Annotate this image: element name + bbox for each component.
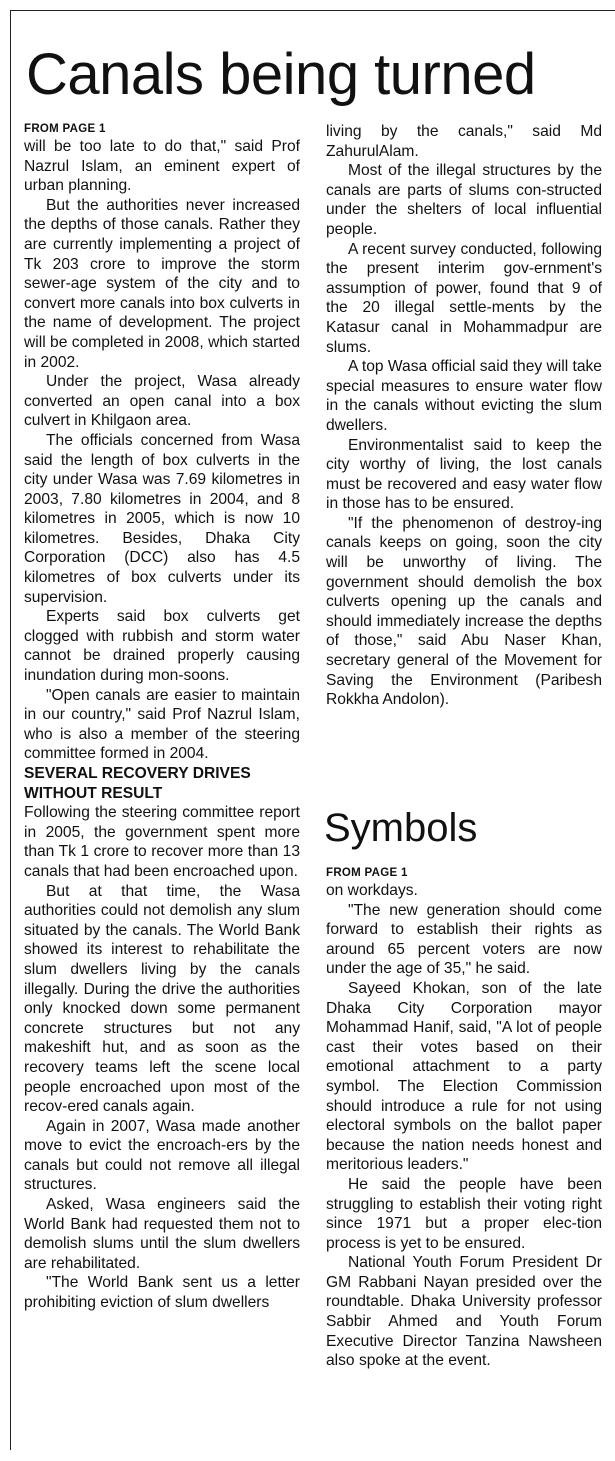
paragraph: will be too late to do that," said Prof Nazrul Islam, an eminent expert of urban planning. [24, 138, 300, 195]
paragraph: Experts said box culverts get clogged with rubbish and storm water cannot be drained properly causing inundation during mon-soons. [24, 608, 300, 685]
paragraph: Environmentalist said to keep the city worthy of living, the lost canals must be recovered and easy water flow in those has to be ensured. [326, 436, 602, 513]
paragraph: But at that time, the Wasa authorities could not demolish any slum situated by the canals. The World Bank showed its interest to rehabilitate the slum dwellers living by the canals illegally. During the drive the authorities only knocked down some permanent concrete structures but not any makeshift hut, and as soon as the recovery teams left the scene local people encroached upon most of the recov-ered canals again. [24, 882, 300, 1116]
paragraph: "The World Bank sent us a letter prohibiting eviction of slum dwellers [24, 1274, 300, 1312]
section-subhead: SEVERAL RECOVERY DRIVES WITHOUT RESULT [24, 765, 251, 802]
left-column-rule [10, 10, 11, 1450]
paragraph: But the authorities never increased the depths of those canals. Rather they are currently implementing a project of Tk 203 crore to improve the storm sewer-age system of the city and to convert more canals into box culverts in the name of development. The project will be completed in 2008, which started in 2002. [24, 196, 300, 371]
from-page-kicker: FROM PAGE 1 [24, 123, 106, 135]
paragraph: National Youth Forum President Dr GM Rabbani Nayan presided over the roundtable. Dhaka University professor Sabbir Ahmed and Youth Forum Executive Director Tanzina Nawsheen also spoke at the event. [326, 1254, 602, 1370]
paragraph: The officials concerned from Wasa said the length of box culverts in the city under Wasa was 7.69 kilometres in 2003, 7.80 kilometres in 2004, and 8 kilometres in 2005, which is now 10 kilometres. Besides, Dhaka City Corporation (DCC) also has 4.5 kilometres of box culverts under its supervision. [24, 431, 300, 606]
article-column-left [24, 122, 300, 1313]
paragraph: A top Wasa official said they will take special measures to ensure water flow in the canals without evicting the slum dwellers. [326, 358, 602, 434]
paragraph: on workdays. [326, 882, 418, 899]
paragraph: Again in 2007, Wasa made another move to evict the encroach-ers by the canals but could not remove all illegal structures. [24, 1117, 300, 1194]
article-headline: Canals being turned [26, 42, 536, 107]
second-article-headline: Symbols [324, 806, 478, 850]
paragraph: Following the steering committee report in 2005, the government spent more than Tk 1 crore to recover more than 13 canals that had been encroached upon. [24, 804, 300, 880]
paragraph: A recent survey conducted, following the present interim gov-ernment's assumption of power, found that 9 of the 20 illegal settle-ments by the Katasur canal in Mohammadpur are slums. [326, 240, 602, 356]
paragraph: Most of the illegal structures by the canals are parts of slums con-structed under the shelters of local influential people. [326, 162, 602, 238]
paragraph: He said the people have been struggling to establish their voting right since 1971 but a proper elec-tion process is yet to be ensured. [326, 1175, 602, 1252]
paragraph: "If the phenomenon of destroy-ing canals keeps on going, soon the city will be unworthy of living. The government should demolish the box culverts opening up the canals and should immediately increase the depths of those," said Abu Naser Khan, secretary general of the Movement for Saving the Environment (Paribesh Rokkha Andolon). [326, 514, 602, 709]
paragraph: "Open canals are easier to maintain in our country," said Prof Nazrul Islam, who is also a member of the steering committee formed in 2004. [24, 686, 300, 763]
paragraph: living by the canals," said Md ZahurulAlam. [326, 123, 602, 160]
paragraph: Asked, Wasa engineers said the World Bank had requested them not to demolish slums until the slum dwellers are rehabilitated. [24, 1196, 300, 1272]
article-column-right [326, 122, 602, 710]
top-rule [10, 10, 615, 11]
from-page-kicker: FROM PAGE 1 [326, 867, 408, 879]
paragraph: "The new generation should come forward to establish their rights as around 65 percent voters are now under the age of 35," he said. [326, 901, 602, 978]
paragraph: Under the project, Wasa already converted an open canal into a box culvert in Khilgaon area. [24, 373, 300, 430]
paragraph: Sayeed Khokan, son of the late Dhaka City Corporation mayor Mohammad Hanif, said, "A lot of people cast their votes based on their emotional attachment to a party symbol. The Election Commission should introduce a rule for not using electoral symbols on the ballot paper because the nation needs honest and meritorious leaders." [326, 979, 602, 1174]
second-article-column [326, 866, 602, 1371]
